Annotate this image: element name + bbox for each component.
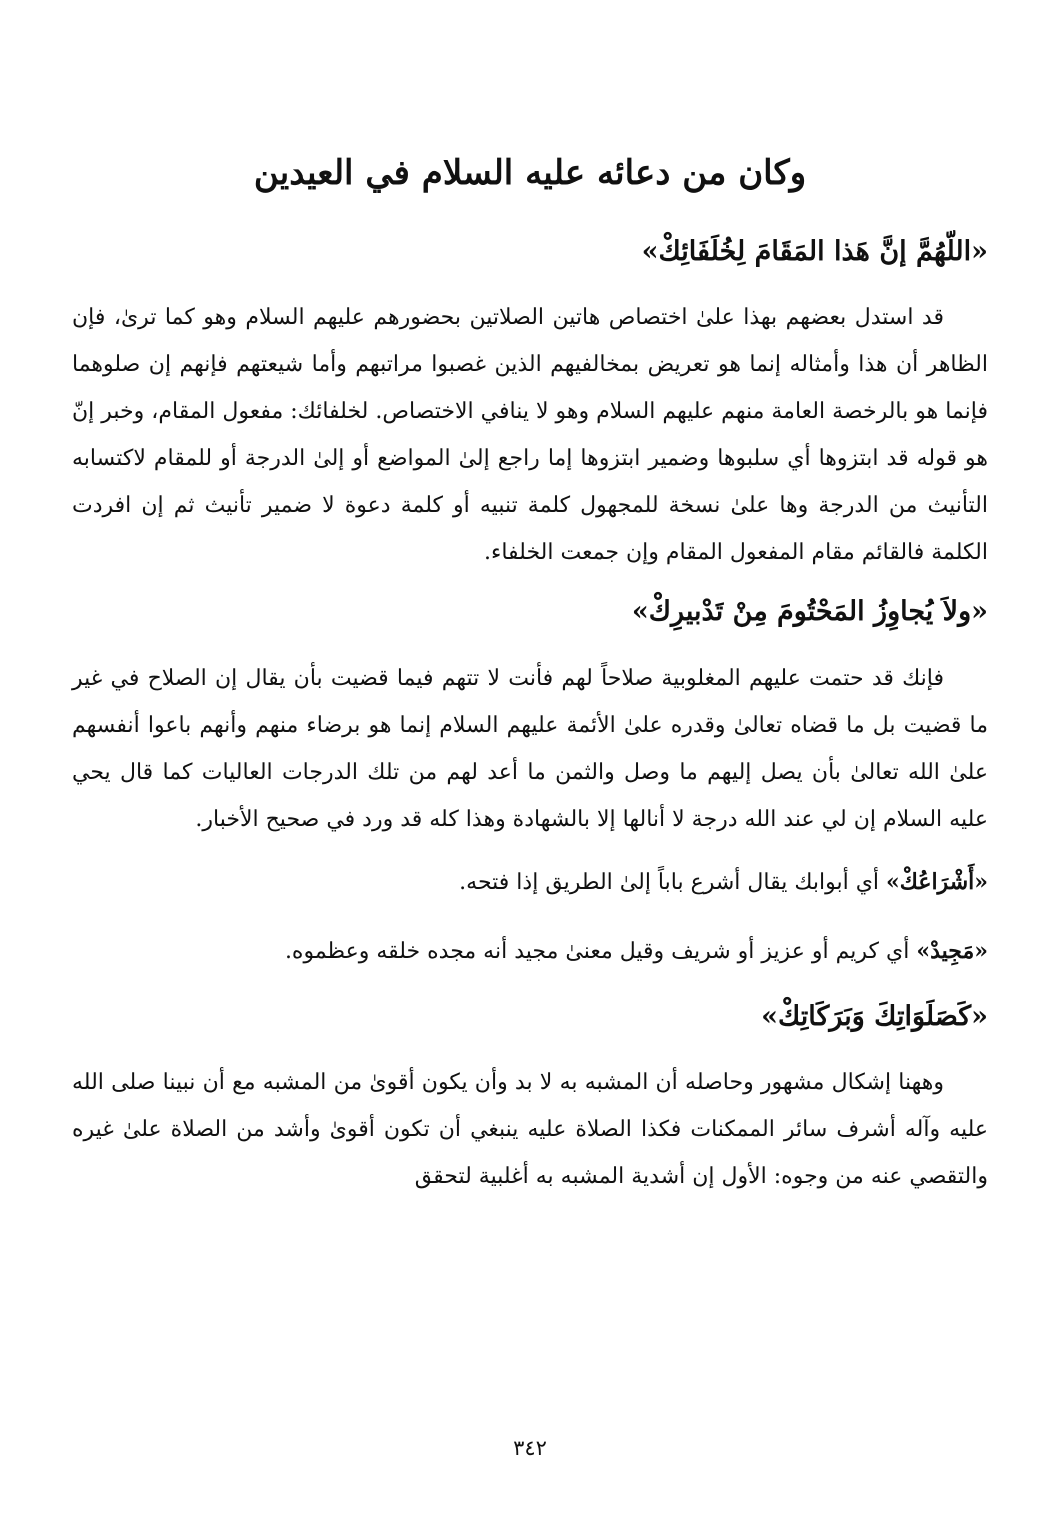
section-paragraph-3: وههنا إشكال مشهور وحاصله أن المشبه به لا بد وأن يكون أقوىٰ من المشبه مع أن نبينا صلى الله عليه وآله أشرف سائر الممكنات فكذا الصلاة عليه ينبغي أن تكون أقوىٰ وأشد من الصلاة علىٰ غيره والتقصي عنه من وجوه: الأول إن أشدية المشبه به أغلبية لتحقق: [72, 1070, 988, 1190]
section-heading-3: «كَصَلَوَاتِكَ وَبَرَكَاتِكْ»: [761, 1000, 988, 1032]
section-paragraph-2: فإنك قد حتمت عليهم المغلوبية صلاحاً لهم فأنت لا تتهم فيما قضيت بأن يقال إن الصلاح في غير ما قضيت بل ما قضاه تعالىٰ وقدره علىٰ الأئمة عليهم السلام إنما هو برضاء منهم وأنهم باعوا أنفسهم علىٰ الله تعالىٰ بأن يصل إليهم ما وصل والثمن ما أعد لهم من تلك الدرجات العاليات كما قال يحي عليه السلام إن لي عند الله درجة لا أنالها إلا بالشهادة وهذا كله قد ورد في صحيح الأخبار.: [72, 665, 988, 832]
section-heading-2: «ولاَ يُجاوِزُ المَحْتُومَ مِنْ تَدْبيرِكْ»: [631, 596, 988, 628]
page-number: ٣٤٢: [513, 1436, 547, 1460]
note-text: أي كريم أو عزيز أو شريف وقيل معنىٰ مجيد أنه مجده خلقه وعظموه.: [284, 938, 910, 964]
note-majid: [72, 928, 988, 975]
page-content: [72, 150, 988, 1216]
note-ashraak: [72, 859, 988, 906]
note-term: «مَجِيدْ»: [916, 937, 988, 964]
note-text: أي أبوابك يقال أشرع باباً إلىٰ الطريق إذا فتحه.: [459, 869, 880, 895]
note-term: «أَشْرَاعُكْ»: [886, 868, 988, 895]
chapter-title: وكان من دعائه عليه السلام في العيدين: [253, 153, 807, 193]
section-paragraph-1: قد استدل بعضهم بهذا علىٰ اختصاص هاتين الصلاتين بحضورهم عليهم السلام وهو كما ترىٰ، فإن الظاهر أن هذا وأمثاله إنما هو تعريض بمخالفيهم الذين غصبوا مراتبهم وأما شيعتهم فإنهم إن صلوهما فإنما هو بالرخصة العامة منهم عليهم السلام وهو لا ينافي الاختصاص. لخلفائك: مفعول المقام، وخبر إنّ هو قوله قد ابتزوها أي سلبوها وضمير ابتزوها إما راجع إلىٰ المواضع أو إلىٰ الدرجة أو للمقام لاكتسابه التأنيث من الدرجة وها علىٰ نسخة للمجهول كلمة تنبيه أو كلمة دعوة لا ضمير تأنيث ثم إن افردت الكلمة فالقائم مقام المفعول المقام وإن جمعت الخلفاء.: [72, 305, 988, 566]
section-heading-1: «اللّهُمَّ إنَّ هَذا المَقَامَ لِخُلَفَائِكْ»: [641, 235, 988, 267]
